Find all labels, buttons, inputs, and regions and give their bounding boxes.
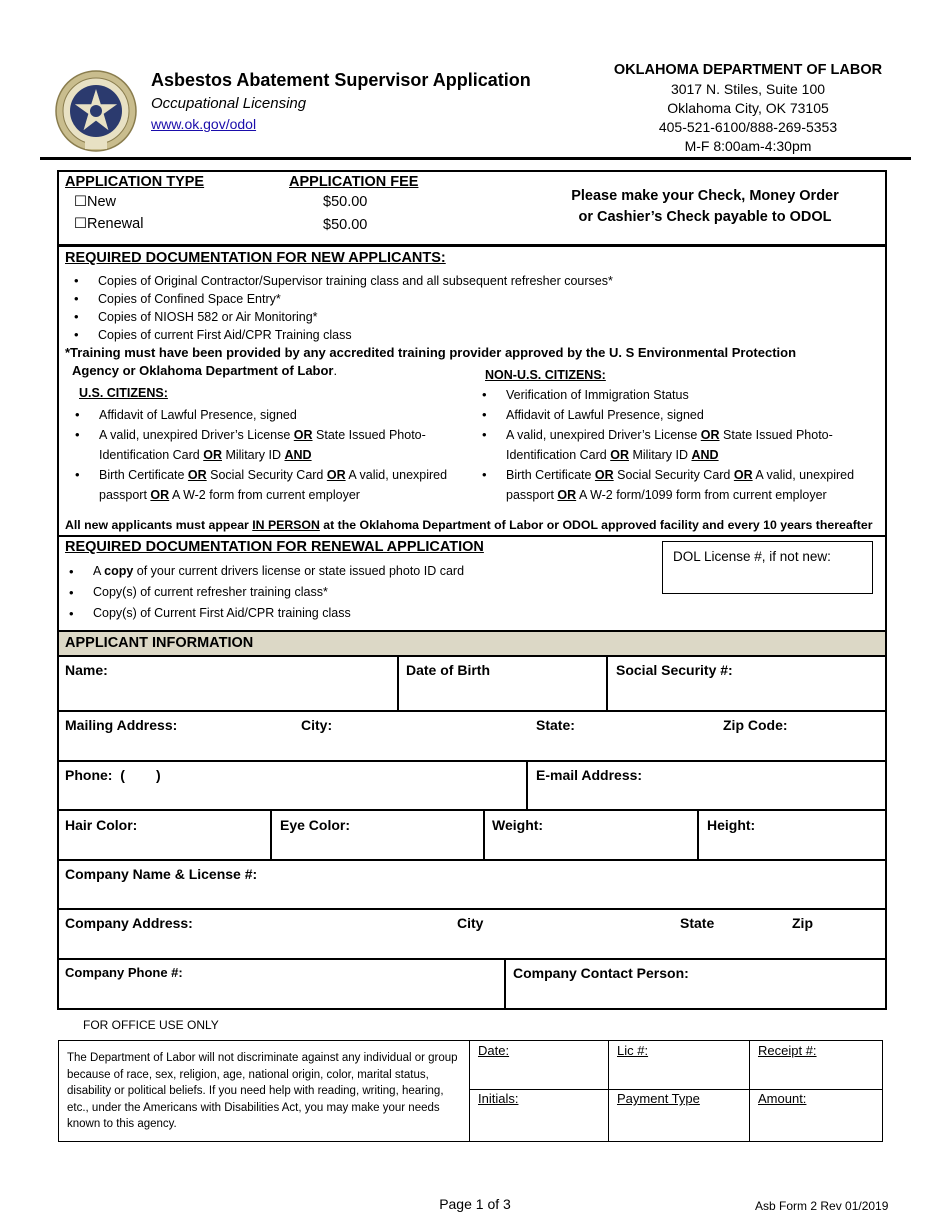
office-use-label: FOR OFFICE USE ONLY [83,1018,219,1032]
hair-color-field[interactable]: Hair Color: [65,817,138,833]
office-date-field[interactable]: Date: [478,1043,510,1058]
row-divider [57,908,887,910]
list-item: • Copy(s) of current refresher training class* [61,582,464,603]
list-item: • Copies of Confined Space Entry* [66,290,613,308]
agency-hours: M-F 8:00am-4:30pm [684,138,812,154]
header-divider [40,157,911,160]
company-phone-field[interactable]: Company Phone #: [65,965,183,980]
agency-contact-block [600,61,896,156]
list-item: • Copies of NIOSH 582 or Air Monitoring* [66,308,613,326]
office-payment-type-field[interactable]: Payment Type [617,1091,700,1106]
list-item: • Copies of current First Aid/CPR Training class [66,326,613,344]
city-field[interactable]: City: [301,717,333,733]
list-item: • Verification of Immigration Status [474,385,879,405]
company-state-field[interactable]: State [680,915,715,931]
phone-field[interactable]: Phone: ( ) [65,767,161,783]
payment-instructions-line1: Please make your Check, Money Order [571,188,839,204]
website-link[interactable]: www.ok.gov/odol [151,116,257,132]
list-item: • Birth Certificate OR Social Security Card OR A valid, unexpired passport OR A W-2 form/1099 form from current employer [474,465,879,505]
row-divider [57,958,887,960]
page-number: Page 1 of 3 [439,1196,511,1212]
renewal-heading: REQUIRED DOCUMENTATION FOR RENEWAL APPLICATION [65,539,484,555]
application-type-heading: APPLICATION TYPE [65,174,205,190]
non-us-citizens-heading: NON-U.S. CITIZENS: [485,368,606,382]
row-divider [57,859,887,861]
applicant-info-heading: APPLICANT INFORMATION [65,635,254,651]
name-field[interactable]: Name: [65,662,108,678]
list-item: • Copies of Original Contractor/Supervisor training class and all subsequent refresher courses* [66,272,613,290]
agency-name: OKLAHOMA DEPARTMENT OF LABOR [613,62,883,78]
list-item: • Copy(s) of Current First Aid/CPR training class [61,603,464,624]
cell-divider [270,810,272,859]
new-applicants-heading: REQUIRED DOCUMENTATION FOR NEW APPLICANTS: [65,250,446,266]
row-divider [469,1089,883,1090]
form-subtitle: Occupational Licensing [151,95,307,112]
section-divider [57,655,887,657]
us-citizens-heading: U.S. CITIZENS: [79,386,168,400]
cell-divider [749,1040,750,1142]
company-city-field[interactable]: City [457,915,484,931]
agency-phone: 405-521-6100/888-269-5353 [658,119,838,135]
email-field[interactable]: E-mail Address: [536,767,643,783]
fee-renewal: $50.00 [323,217,368,233]
cell-divider [526,761,528,810]
row-divider [57,710,887,712]
company-address-field[interactable]: Company Address: [65,915,193,931]
us-citizens-doc-list [67,405,467,505]
row-divider [57,760,887,762]
list-item: • Affidavit of Lawful Presence, signed [474,405,879,425]
office-lic-field[interactable]: Lic #: [617,1043,649,1058]
checkbox-new[interactable]: ☐ [74,194,87,210]
training-note-line1: *Training must have been provided by any accredited training provider approved by the U. S Environmental Protection [65,345,797,360]
new-checkbox-option[interactable] [74,194,116,210]
non-us-citizens-doc-list [474,385,879,505]
weight-field[interactable]: Weight: [492,817,544,833]
office-initials-field[interactable]: Initials: [478,1091,519,1106]
company-name-license-field[interactable]: Company Name & License #: [65,866,258,882]
dob-field[interactable]: Date of Birth [406,662,490,678]
renewal-checkbox-option[interactable] [74,216,143,232]
checkbox-renewal-label: Renewal [87,216,144,232]
cell-divider [469,1040,470,1142]
payment-instructions [510,186,900,228]
payment-instructions-line2: or Cashier’s Check payable to ODOL [578,209,832,225]
checkbox-new-label: New [87,194,117,210]
office-receipt-field[interactable]: Receipt #: [758,1043,817,1058]
agency-address-line2: Oklahoma City, OK 73105 [667,100,829,116]
cell-divider [483,810,485,859]
company-zip-field[interactable]: Zip [792,915,813,931]
office-amount-field[interactable]: Amount: [758,1091,807,1106]
form-title: Asbestos Abatement Supervisor Application [151,70,531,90]
mailing-address-field[interactable]: Mailing Address: [65,717,178,733]
company-contact-field[interactable]: Company Contact Person: [513,965,689,981]
agency-address-line1: 3017 N. Stiles, Suite 100 [670,81,826,97]
nondiscrimination-statement: The Department of Labor will not discriminate against any individual or group because of race, sex, religion, age, national origin, color, marital status, disability or political beliefs. If you need help with reading, writing, hearing, etc., under the Americans with Disabilities Act, you may make your needs known to this agency. [67,1052,458,1130]
form-revision: Asb Form 2 Rev 01/2019 [755,1199,889,1213]
list-item: • A valid, unexpired Driver’s License OR State Issued Photo-Identification Card OR Military ID AND [474,425,879,465]
list-item: • A valid, unexpired Driver’s License OR State Issued Photo-Identification Card OR Military ID AND [67,425,467,465]
state-seal-logo [55,70,137,152]
row-divider [57,809,887,811]
renewal-doc-list [61,561,464,624]
dol-license-field[interactable] [662,541,873,594]
zip-code-field[interactable]: Zip Code: [723,717,788,733]
checkbox-renewal[interactable]: ☐ [74,216,87,232]
cell-divider [608,1040,609,1142]
section-divider [57,244,887,247]
cell-divider [697,810,699,859]
list-item: • Affidavit of Lawful Presence, signed [67,405,467,425]
cell-divider [397,656,399,711]
section-divider [57,535,887,537]
cell-divider [504,959,506,1009]
state-field[interactable]: State: [536,717,575,733]
ssn-field[interactable]: Social Security #: [616,662,733,678]
training-note-line2: Agency or Oklahoma Department of Labor. [72,363,338,378]
height-field[interactable]: Height: [707,817,756,833]
dol-license-label: DOL License #, if not new: [673,549,831,564]
new-applicants-doc-list [66,272,613,344]
fee-new: $50.00 [323,194,368,210]
eye-color-field[interactable]: Eye Color: [280,817,351,833]
in-person-notice: All new applicants must appear IN PERSON at the Oklahoma Department of Labor or ODOL approved facility and every 10 years thereafter [65,518,873,532]
application-fee-heading: APPLICATION FEE [289,174,419,190]
cell-divider [606,656,608,711]
list-item: • A copy of your current drivers license or state issued photo ID card [61,561,464,582]
list-item: • Birth Certificate OR Social Security Card OR A valid, unexpired passport OR A W-2 form from current employer [67,465,467,505]
